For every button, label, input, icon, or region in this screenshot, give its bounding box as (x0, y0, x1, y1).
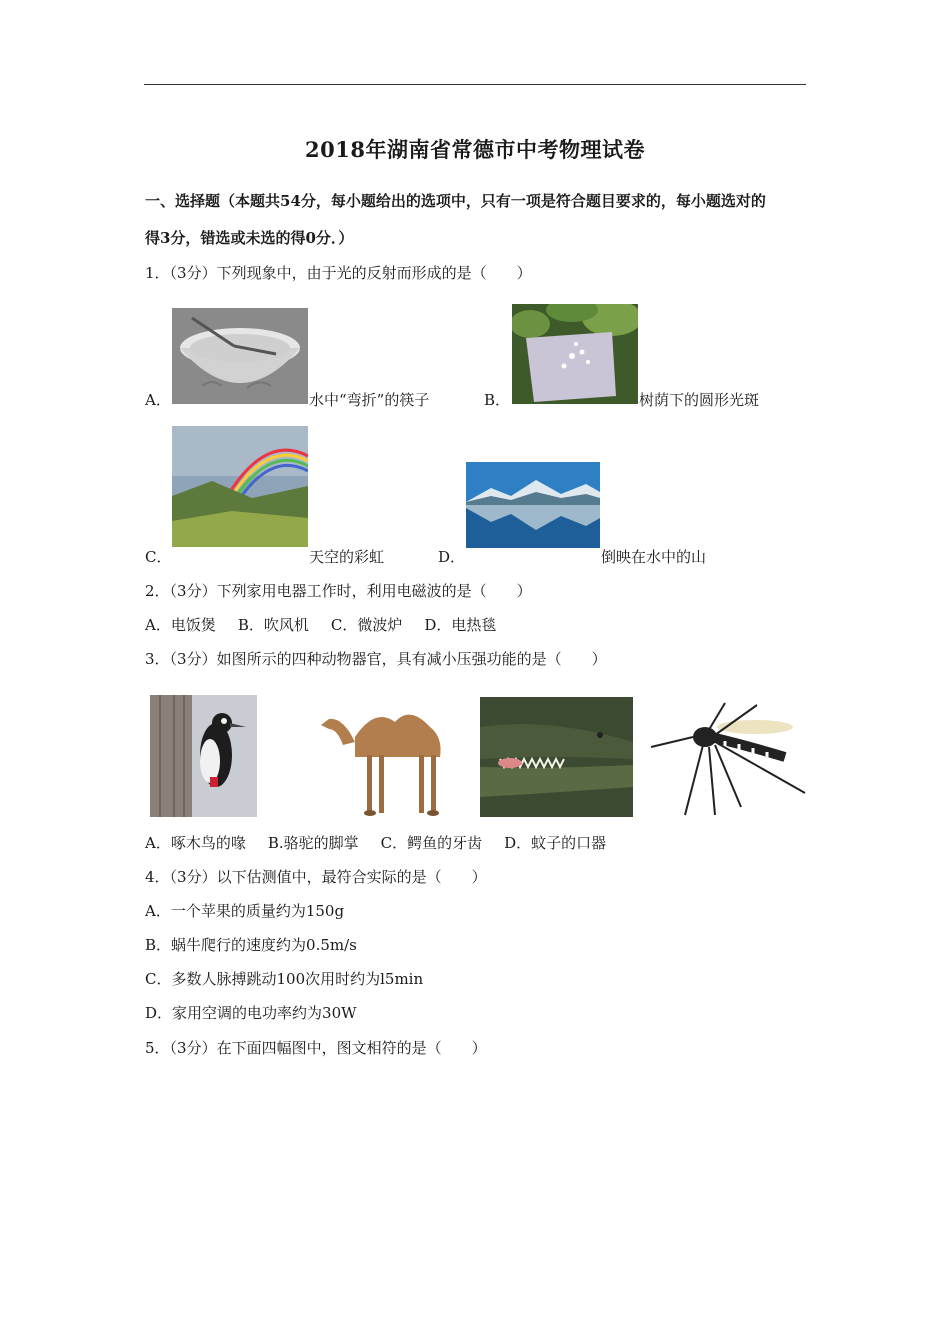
q1-option-d-label: D． (438, 548, 466, 566)
q2-option-b: B．吹风机 (237, 616, 309, 634)
crocodile-image (480, 697, 633, 817)
section-heading-line2: 得3分，错选或未选的得0分．） (145, 229, 354, 247)
q5-stem: 5．（3分）在下面四幅图中，图文相符的是（ ） (145, 1039, 487, 1057)
q1-option-a-label: A． (145, 391, 171, 409)
q3-option-b: B.骆驼的脚掌 (267, 834, 359, 852)
mosquito-image (645, 697, 823, 817)
q1-stem: 1．（3分）下列现象中，由于光的反射而形成的是（ ） (145, 264, 532, 282)
q3-option-a: A．啄木鸟的喙 (145, 834, 246, 852)
q4-option-c: C．多数人脉搏跳动100次用时约为l5min (145, 970, 424, 988)
q1-option-a-text: 水中“弯折”的筷子 (309, 391, 430, 409)
tree-shade-light-spots-image (512, 304, 638, 404)
q4-option-b: B．蜗牛爬行的速度约为0.5m/s (145, 936, 357, 954)
q3-option-c: C．鳄鱼的牙齿 (380, 834, 483, 852)
mountain-reflection-image (466, 462, 600, 548)
section-heading-line1: 一、选择题（本题共54分，每小题给出的选项中，只有一项是符合题目要求的，每小题选对的 (145, 192, 766, 210)
chopsticks-bowl-image (172, 308, 308, 404)
q2-option-c: C．微波炉 (330, 616, 403, 634)
q1-option-b-text: 树荫下的圆形光斑 (639, 391, 760, 409)
q2-options (145, 614, 518, 635)
q1-option-c-text: 天空的彩虹 (309, 548, 385, 566)
q4-option-d: D．家用空调的电功率约为30W (145, 1004, 357, 1022)
rainbow-image (172, 426, 308, 547)
camel-image (315, 697, 458, 817)
q4-option-a: A．一个苹果的质量约为150g (145, 902, 345, 920)
q3-options (145, 832, 628, 853)
q1-option-c-label: C． (145, 548, 172, 566)
q1-option-b-label: B． (484, 391, 511, 409)
q2-option-a: A．电饭煲 (145, 616, 216, 634)
q2-stem: 2．（3分）下列家用电器工作时，利用电磁波的是（ ） (145, 582, 532, 600)
header-rule (144, 84, 806, 85)
q1-option-d-text: 倒映在水中的山 (601, 548, 707, 566)
q3-option-d: D．蚊子的口器 (504, 834, 607, 852)
woodpecker-image (150, 695, 257, 817)
q2-option-d: D．电热毯 (424, 616, 497, 634)
q4-stem: 4．（3分）以下估测值中，最符合实际的是（ ） (145, 868, 487, 886)
page-title: 2018年湖南省常德市中考物理试卷 (305, 137, 645, 162)
q3-stem: 3．（3分）如图所示的四种动物器官，具有减小压强功能的是（ ） (145, 650, 607, 668)
